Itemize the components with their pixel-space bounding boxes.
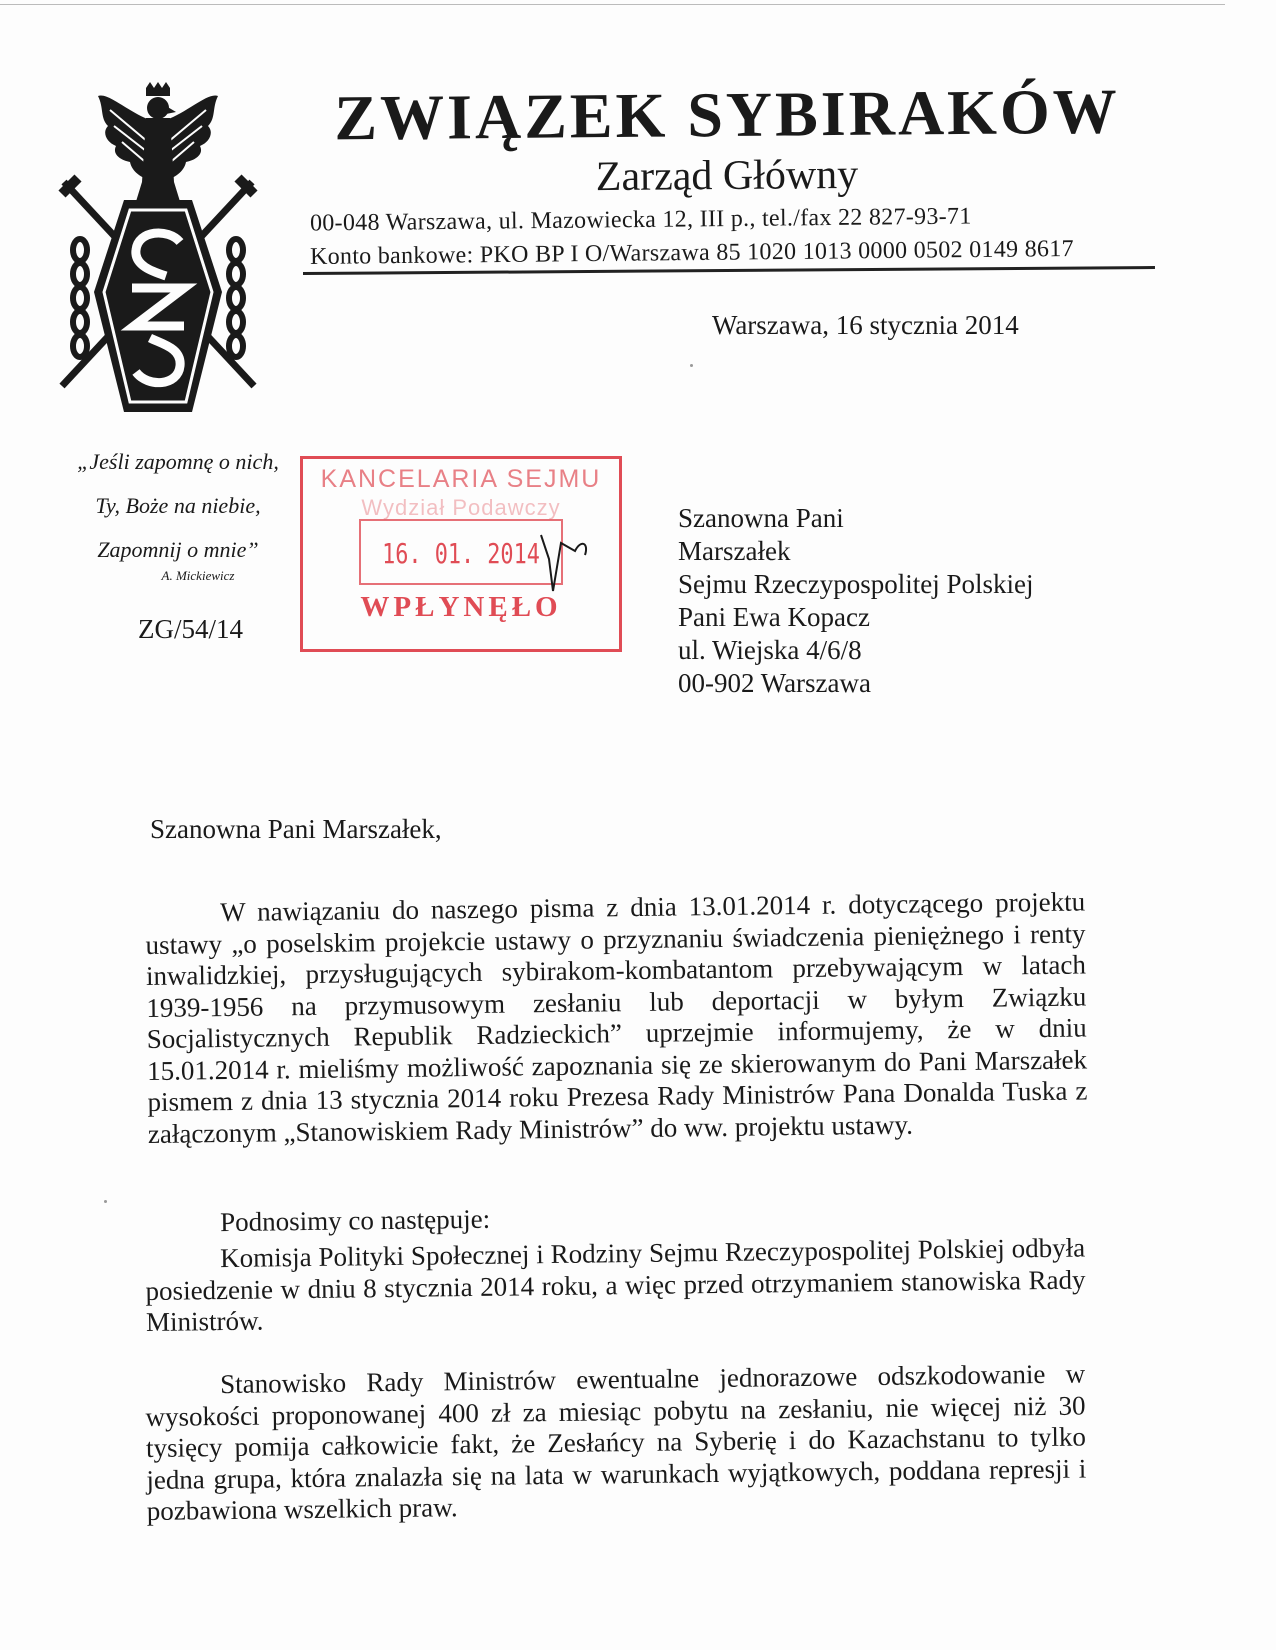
recipient-line: Sejmu Rzeczypospolitej Polskiej (678, 569, 1034, 599)
stamp-date: 16. 01. 2014 (382, 537, 540, 570)
organization-name: ZWIĄZEK SYBIRAKÓW (334, 75, 1120, 154)
quote-author: A. Mickiewicz (161, 568, 235, 583)
stamp-received-label: WPŁYNĘŁO (360, 591, 562, 623)
quote-line: Zapomnij o mnie” (97, 537, 259, 562)
reference-number: ZG/54/14 (138, 614, 243, 644)
scan-top-edge (0, 4, 1225, 5)
recipient-line: Marszałek (678, 536, 791, 566)
organization-address: 00-048 Warszawa, ul. Mazowiecka 12, III p., tel./fax 22 827-93-71 (309, 203, 972, 237)
recipient-address (678, 502, 1033, 700)
body-paragraph: Komisja Polityki Społecznej i Rodziny Sejmu Rzeczypospolitej Polskiej odbyła posiedzenie w dniu 8 stycznia 2014 roku, a więc przed otrzymaniem stanowiska Rady Ministrów. (145, 1232, 1086, 1337)
motto-quote (58, 440, 298, 584)
recipient-line: Pani Ewa Kopacz (678, 602, 870, 632)
quote-line: Ty, Boże na niebie, (95, 493, 261, 518)
stamp-department: Wydział Podawczy (361, 495, 561, 520)
received-stamp (300, 456, 622, 652)
body-paragraph: Podnosimy co następuje: (219, 1203, 491, 1238)
body-paragraph: Stanowisko Rady Ministrów ewentualne jednorazowe odszkodowanie w wysokości proponowanej 400 zł za miesiąc pobytu na zesłaniu, nie więcej niż 30 tysięcy pomija całkowicie fakt, że Zesłańcy na Syberię i do Kazachstanu to tylko jedna grupa, która znalazła się na lata w warunkach wyjątkowych, poddana represji i pozbawiona wszelkich praw. (145, 1358, 1087, 1526)
sybiraks-emblem-icon (58, 82, 258, 422)
stamp-office: KANCELARIA SEJMU (320, 465, 602, 493)
scan-speck (104, 1200, 107, 1203)
organization-subtitle: Zarząd Główny (595, 151, 859, 201)
letter-date: Warszawa, 16 stycznia 2014 (712, 310, 1019, 340)
bank-account: Konto bankowe: PKO BP I O/Warszawa 85 1020 1013 0000 0502 0149 8617 (309, 236, 1075, 270)
salutation: Szanowna Pani Marszałek, (150, 814, 442, 844)
recipient-line: 00-902 Warszawa (678, 668, 872, 698)
quote-line: „Jeśli zapomnę o nich, (77, 449, 279, 474)
scan-speck (690, 364, 693, 367)
recipient-line: Szanowna Pani (678, 503, 844, 533)
recipient-line: ul. Wiejska 4/6/8 (678, 635, 862, 665)
body-paragraph: W nawiązaniu do naszego pisma z dnia 13.01.2014 r. dotyczącego projektu ustawy „o poselskim projekcie ustawy o przyznaniu świadczenia pieniężnego i renty inwalidzkiej, przysługujących sybirakom-kombatantom przebywającym w latach 1939-1956 na przymusowym zesłaniu lub deportacji w byłym Związku Socjalistycznych Republik Radzieckich” uprzejmie informujemy, że w dniu 15.01.2014 r. mieliśmy możliwość zapoznania się ze skierowanym do Pani Marszałek pismem z dnia 13 stycznia 2014 roku Prezesa Rady Ministrów Pana Donalda Tuska z załączonym „Stanowiskiem Rady Ministrów” do ww. projektu ustawy. (145, 886, 1088, 1149)
